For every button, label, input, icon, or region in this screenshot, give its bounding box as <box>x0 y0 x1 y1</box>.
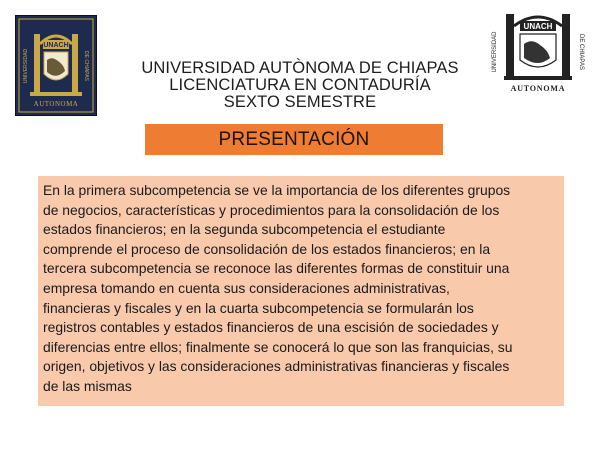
svg-text:UNIVERSIDAD: UNIVERSIDAD <box>492 31 498 73</box>
body-line: tercera subcompetencia se reconoce las diferentes formas de constituir una <box>43 260 510 277</box>
body-line: origen, objetivos y las consideraciones administrativas financieras y fiscales <box>43 358 510 375</box>
body-line: estados financieros; en la segunda subcompetencia el estudiante <box>43 221 446 238</box>
svg-text:DE CHIAPAS: DE CHIAPAS <box>83 51 89 81</box>
body-line: de las mismas <box>43 377 132 394</box>
university-header <box>110 0 490 120</box>
body-line: comprende el proceso de consolidación de los estados financieros; en la <box>43 240 491 257</box>
crest-left-unach: UNACH <box>43 42 69 49</box>
crest-left-bottom-text: AUTONOMA <box>33 100 79 108</box>
body-line: financieras y fiscales y en la cuarta subcompetencia se formularán los <box>43 299 474 316</box>
header-university-name: UNIVERSIDAD AUTÒNOMA DE CHIAPAS <box>141 59 459 77</box>
svg-text:AUTONOMA: AUTONOMA <box>510 84 566 93</box>
body-line: de negocios, características y procedimientos para la consolidación de los <box>43 201 500 218</box>
body-line: En la primera subcompetencia se ve la importancia de los diferentes grupos <box>43 182 511 198</box>
header-degree: LICENCIATURA EN CONTADURÍA <box>169 76 431 94</box>
section-title-bar <box>145 124 443 155</box>
header-semester: SEXTO SEMESTRE <box>223 93 377 111</box>
university-crest-left <box>16 16 96 115</box>
presentation-body-text <box>43 181 563 397</box>
svg-text:DE CHIAPAS: DE CHIAPAS <box>578 34 584 70</box>
svg-text:UNACH: UNACH <box>523 22 553 31</box>
university-crest-right <box>490 6 586 96</box>
body-line: empresa tomando en cuenta sus consideraciones administrativas, <box>43 279 450 296</box>
body-line: registros contables y estados financieros de una escisión de sociedades y <box>43 319 499 336</box>
body-line: diferencias entre ellos; finalmente se conocerá lo que son las franquicias, su <box>43 338 513 355</box>
crest-left-side-text: UNIVERSIDAD <box>23 48 29 84</box>
section-title: PRESENTACIÓN <box>218 128 370 150</box>
